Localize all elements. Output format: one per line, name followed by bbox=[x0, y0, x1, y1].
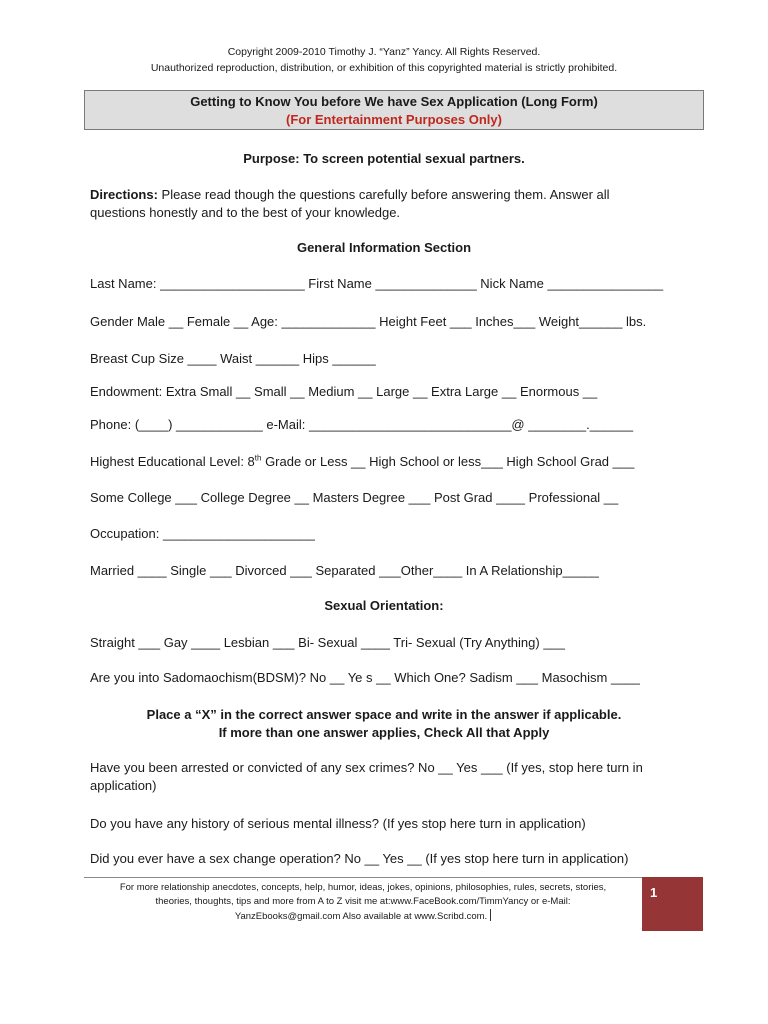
measurement-fields[interactable]: Breast Cup Size ____ Waist ______ Hips ______ bbox=[90, 351, 376, 366]
copyright-notice: Unauthorized reproduction, distribution, or exhibition of this copyrighted material is strictly prohibited. bbox=[150, 62, 618, 74]
orientation-fields[interactable]: Straight ___ Gay ____ Lesbian ___ Bi- Sexual ____ Tri- Sexual (Try Anything) ___ bbox=[90, 635, 566, 650]
directions-paragraph bbox=[90, 186, 650, 222]
directions-text: Please read though the questions carefully before answering them. Answer all questions honestly and to the best of your knowledge. bbox=[90, 187, 610, 220]
entertainment-disclaimer: (For Entertainment Purposes Only) bbox=[286, 112, 502, 127]
gender-age-height-fields[interactable]: Gender Male __ Female __ Age: _____________ Height Feet ___ Inches___ Weight______ lbs. bbox=[90, 314, 647, 329]
general-section-heading: General Information Section bbox=[296, 240, 472, 255]
marital-status-fields[interactable]: Married ____ Single ___ Divorced ___ Separated ___Other____ In A Relationship_____ bbox=[90, 563, 599, 578]
footer-line-3: YanzEbooks@gmail.com Also available at www.Scribd.com. bbox=[234, 911, 488, 922]
document-title: Getting to Know You before We have Sex Application (Long Form) bbox=[190, 94, 598, 109]
purpose-line: Purpose: To screen potential sexual partners. bbox=[243, 151, 525, 166]
contact-fields[interactable]: Phone: (____) ____________ e-Mail: ____________________________@ ________.______ bbox=[90, 417, 634, 432]
instruction-line-2: If more than one answer applies, Check All that Apply bbox=[218, 725, 550, 740]
footer-line-2: theories, thoughts, tips and more from A to Z visit me at:www.FaceBook.com/TimmYancy or e-Mail: bbox=[155, 896, 571, 907]
instruction-line-1: Place a “X” in the correct answer space and write in the answer if applicable. bbox=[146, 707, 622, 722]
footer-line-1: For more relationship anecdotes, concepts, help, humor, ideas, jokes, opinions, philosophies, rules, secrets, stories, bbox=[119, 882, 607, 893]
copyright-line: Copyright 2009-2010 Timothy J. “Yanz” Yancy. All Rights Reserved. bbox=[227, 46, 541, 58]
education-fields[interactable] bbox=[90, 453, 708, 471]
title-box bbox=[84, 90, 704, 130]
text-cursor bbox=[490, 909, 491, 921]
endowment-fields[interactable]: Endowment: Extra Small __ Small __ Medium __ Large __ Extra Large __ Enormous __ bbox=[90, 384, 598, 399]
occupation-field[interactable]: Occupation: _____________________ bbox=[90, 526, 315, 541]
college-fields[interactable]: Some College ___ College Degree __ Masters Degree ___ Post Grad ____ Professional __ bbox=[90, 490, 619, 505]
arrested-question[interactable]: Have you been arrested or convicted of any sex crimes? No __ Yes ___ (If yes, stop here turn in application) bbox=[90, 760, 643, 793]
bdsm-fields[interactable]: Are you into Sadomaochism(BDSM)? No __ Ye s __ Which One? Sadism ___ Masochism ____ bbox=[90, 670, 640, 685]
mental-illness-question[interactable]: Do you have any history of serious mental illness? (If yes stop here turn in application) bbox=[90, 816, 586, 831]
sex-change-question[interactable]: Did you ever have a sex change operation? No __ Yes __ (If yes stop here turn in application) bbox=[90, 851, 629, 866]
education-options: Grade or Less __ High School or less___ High School Grad ___ bbox=[261, 454, 635, 469]
name-fields[interactable]: Last Name: ____________________ First Name ______________ Nick Name ________________ bbox=[90, 276, 664, 291]
education-superscript: th bbox=[254, 453, 262, 463]
directions-label: Directions: bbox=[90, 187, 158, 202]
page-number-badge: 1 bbox=[642, 877, 703, 931]
footer-text bbox=[84, 881, 642, 924]
education-prefix: Highest Educational Level: 8 bbox=[90, 454, 255, 469]
orientation-heading: Sexual Orientation: bbox=[324, 598, 444, 613]
footer-divider bbox=[84, 877, 642, 878]
footer-line-3-wrap bbox=[84, 909, 642, 924]
